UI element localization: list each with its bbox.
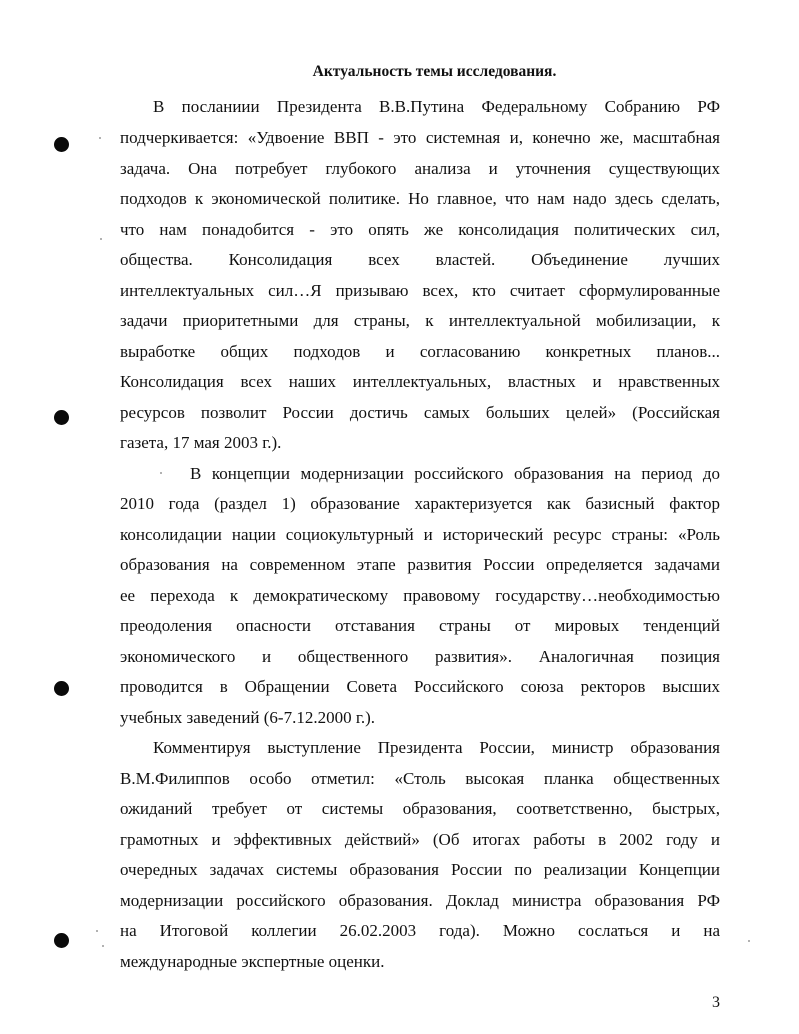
scan-speck xyxy=(102,945,104,947)
scan-speck xyxy=(160,472,162,474)
paragraph-1-line: подчеркивается: «Удвоение ВВП - это системная и, конечно же, масштабная xyxy=(120,128,720,147)
paragraph-3-line: грамотных и эффективных действий» (Об итогах работы в 2002 году и xyxy=(120,830,720,849)
paragraph-2-line: экономического и общественного развития». Аналогичная позиция xyxy=(120,647,720,666)
paragraph-1-line: что нам понадобится - это опять же консолидация политических сил, xyxy=(120,220,720,239)
paragraph-3-line: международные экспертные оценки. xyxy=(120,952,385,971)
paragraph-2-line: В концепции модернизации российского образования на период до xyxy=(190,464,720,483)
paragraph-3-line: В.М.Филиппов особо отметил: «Столь высокая планка общественных xyxy=(120,769,720,788)
paragraph-1-line: интеллектуальных сил…Я призываю всех, кто считает сформулированные xyxy=(120,281,720,300)
scan-speck xyxy=(100,238,102,240)
page-number: 3 xyxy=(712,994,720,1011)
paragraph-1-line: подходов к экономической политике. Но главное, что нам надо здесь сделать, xyxy=(120,189,720,208)
paragraph-2-line: учебных заведений (6-7.12.2000 г.). xyxy=(120,708,376,727)
paragraph-2-line: образования на современном этапе развития России определяется задачами xyxy=(120,555,720,574)
binder-hole-icon xyxy=(54,410,69,425)
paragraph-2-line: консолидации нации социокультурный и исторический ресурс страны: «Роль xyxy=(120,525,720,544)
paragraph-1-line: В посланиии Президента В.В.Путина Федеральному Собранию РФ xyxy=(153,97,720,116)
scan-speck xyxy=(96,930,98,932)
paragraph-2-line: 2010 года (раздел 1) образование характеризуется как базисный фактор xyxy=(120,494,720,513)
scan-speck xyxy=(99,137,101,139)
paragraph-3-line: Комментируя выступление Президента России, министр образования xyxy=(153,738,720,757)
paragraph-1-line: задачи приоритетными для страны, к интеллектуальной мобилизации, к xyxy=(120,311,720,330)
paragraph-1-line: Консолидация всех наших интеллектуальных, властных и нравственных xyxy=(120,372,720,391)
paragraph-3-line: очередных задачах системы образования России по реализации Концепции xyxy=(120,860,720,879)
paragraph-2-line: ее перехода к демократическому правовому государству…необходимостью xyxy=(120,586,720,605)
binder-hole-icon xyxy=(54,933,69,948)
scan-speck xyxy=(748,940,750,942)
paragraph-2-line: преодоления опасности отставания страны от мировых тенденций xyxy=(120,616,720,635)
paragraph-1-line: выработке общих подходов и согласованию конкретных планов... xyxy=(120,342,720,361)
document-title: Актуальность темы исследования. xyxy=(312,63,557,80)
paragraph-1-line: задача. Она потребует глубокого анализа и уточнения существующих xyxy=(120,159,720,178)
paragraph-3-line: модернизации российского образования. Доклад министра образования РФ xyxy=(120,891,720,910)
paragraph-3-line: на Итоговой коллегии 26.02.2003 года). Можно сослаться и на xyxy=(120,921,720,940)
binder-hole-icon xyxy=(54,137,69,152)
paragraph-1-line: ресурсов позволит России достичь самых больших целей» (Российская xyxy=(120,403,720,422)
paragraph-1-line: общества. Консолидация всех властей. Объединение лучших xyxy=(120,250,720,269)
paragraph-1-line: газета, 17 мая 2003 г.). xyxy=(120,433,282,452)
binder-hole-icon xyxy=(54,681,69,696)
paragraph-3-line: ожиданий требует от системы образования, соответственно, быстрых, xyxy=(120,799,720,818)
paragraph-2-line: проводится в Обращении Совета Российского союза ректоров высших xyxy=(120,677,720,696)
